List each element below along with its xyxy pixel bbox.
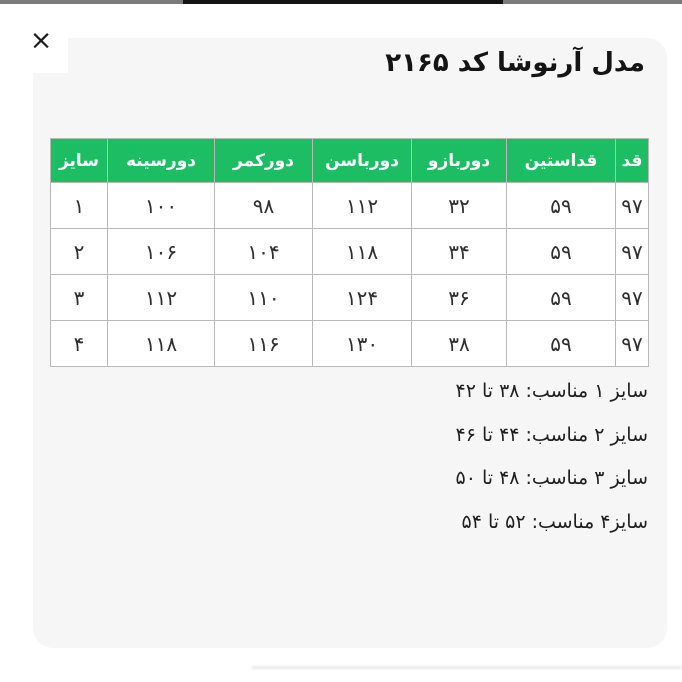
cell-size: ۱	[51, 183, 108, 229]
column-header-size: سایز	[51, 139, 108, 183]
size-note-4: سایز۴ مناسب: ۵۲ تا ۵۴	[461, 510, 648, 533]
cell-hip: ۱۱۸	[313, 229, 412, 275]
cell-height: ۹۷	[616, 321, 649, 367]
cell-sleeve-length: ۵۹	[507, 183, 616, 229]
cell-waist: ۹۸	[215, 183, 313, 229]
cell-arm: ۳۶	[412, 275, 507, 321]
cell-arm: ۳۸	[412, 321, 507, 367]
cell-height: ۹۷	[616, 229, 649, 275]
close-icon[interactable]: ×	[29, 25, 53, 56]
cell-arm: ۳۴	[412, 229, 507, 275]
cell-size: ۴	[51, 321, 108, 367]
table-header-row	[51, 139, 649, 183]
column-header-hip-circumference: دورباسن	[313, 139, 412, 183]
modal-title: مدل آرنوشا کد ۲۱۶۵	[385, 48, 645, 78]
cell-chest: ۱۱۲	[108, 275, 215, 321]
size-fit-notes	[455, 370, 648, 544]
table-row	[51, 183, 649, 229]
cell-hip: ۱۱۲	[313, 183, 412, 229]
cell-size: ۳	[51, 275, 108, 321]
cell-chest: ۱۰۶	[108, 229, 215, 275]
column-header-arm-circumference: دوربازو	[412, 139, 507, 183]
cell-arm: ۳۲	[412, 183, 507, 229]
top-edge-dark-segment	[183, 0, 503, 4]
cell-sleeve-length: ۵۹	[507, 229, 616, 275]
cell-chest: ۱۰۰	[108, 183, 215, 229]
size-note-3: سایز ۳ مناسب: ۴۸ تا ۵۰	[455, 467, 648, 490]
background-faint-text	[252, 666, 682, 669]
cell-waist: ۱۱۰	[215, 275, 313, 321]
cell-sleeve-length: ۵۹	[507, 275, 616, 321]
size-note-1: سایز ۱ مناسب: ۳۸ تا ۴۲	[455, 380, 648, 402]
cell-size: ۲	[51, 229, 108, 275]
cell-height: ۹۷	[616, 275, 649, 321]
column-header-waist-circumference: دورکمر	[215, 139, 313, 183]
table-row	[51, 321, 649, 367]
cell-chest: ۱۱۸	[108, 321, 215, 367]
top-edge-strip	[0, 0, 682, 4]
column-header-chest-circumference: دورسینه	[108, 139, 215, 183]
column-header-height: قد	[616, 139, 649, 183]
cell-hip: ۱۳۰	[313, 321, 412, 367]
column-header-sleeve-length: قداستین	[507, 139, 616, 183]
table-row	[51, 229, 649, 275]
cell-sleeve-length: ۵۹	[507, 321, 616, 367]
cell-height: ۹۷	[616, 183, 649, 229]
cell-hip: ۱۲۴	[313, 275, 412, 321]
size-note-2: سایز ۲ مناسب: ۴۴ تا ۴۶	[455, 423, 648, 446]
cell-waist: ۱۰۴	[215, 229, 313, 275]
cell-waist: ۱۱۶	[215, 321, 313, 367]
size-chart-table	[50, 138, 649, 367]
table-row	[51, 275, 649, 321]
